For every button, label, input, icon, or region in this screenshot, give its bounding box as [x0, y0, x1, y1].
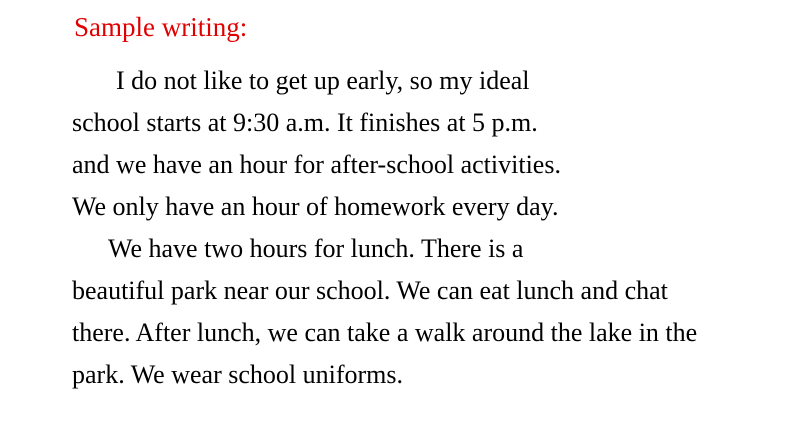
- passage-line: park. We wear school uniforms.: [72, 360, 404, 389]
- passage-line: there. After lunch, we can take a walk around the lake in the: [72, 318, 698, 347]
- passage-line: We only have an hour of homework every day.: [72, 192, 559, 221]
- passage-line: and we have an hour for after-school activities.: [72, 150, 561, 179]
- sample-passage: [72, 62, 792, 398]
- passage-line: I do not like to get up early, so my ideal: [116, 66, 530, 95]
- passage-line: beautiful park near our school. We can eat lunch and chat: [72, 276, 668, 305]
- passage-line: We have two hours for lunch. There is a: [108, 234, 524, 263]
- passage-line: school starts at 9:30 a.m. It finishes at 5 p.m.: [72, 108, 538, 137]
- sample-writing-heading: Sample writing:: [74, 12, 248, 42]
